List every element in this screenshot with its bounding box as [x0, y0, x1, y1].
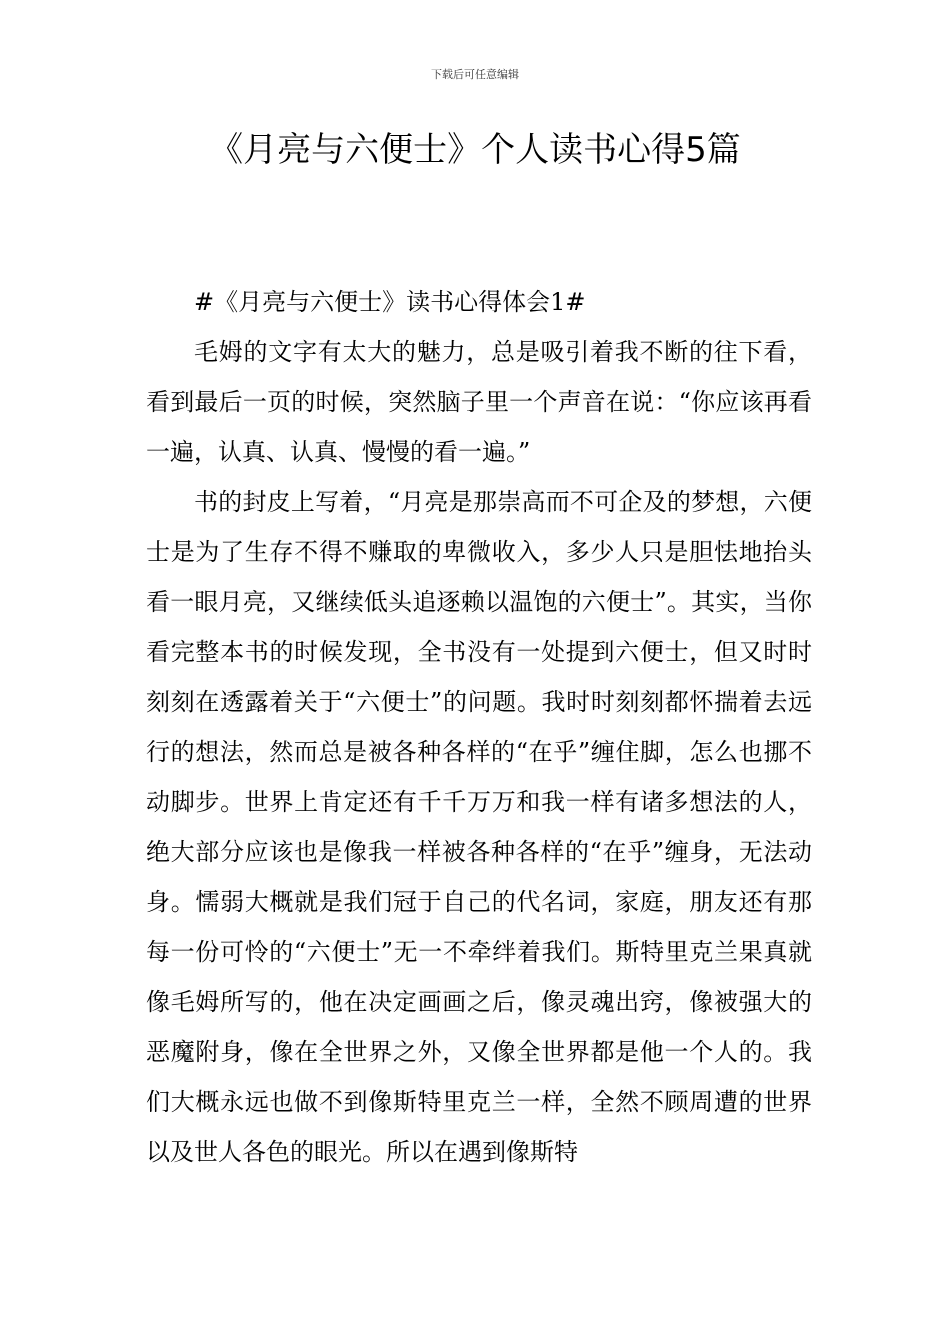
paragraph-2: 书的封皮上写着，“月亮是那崇高而不可企及的梦想，六便士是为了生存不得不赚取的卑微收入，多少人只是胆怯地抬头看一眼月亮，又继续低头追逐赖以温饱的六便士”。其实，当你看完整本书的时候发现，全书没有一处提到六便士，但又时时刻刻在透露着关于“六便士”的问题。我时时刻刻都怀揣着去远行的想法，然而总是被各种各样的“在乎”缠住脚，怎么也挪不动脚步。世界上肯定还有千千万万和我一样有诸多想法的人，绝大部分应该也是像我一样被各种各样的“在乎”缠身，无法动身。懦弱大概就是我们冠于自己的代名词，家庭，朋友还有那每一份可怜的“六便士”无一不牵绊着我们。斯特里克兰果真就像毛姆所写的，他在决定画画之后，像灵魂出窍，像被强大的恶魔附身，像在全世界之外，又像全世界都是他一个人的。我们大概永远也做不到像斯特里克兰一样，全然不顾周遭的世界以及世人各色的眼光。所以在遇到像斯特: [146, 488, 812, 1166]
header-note: 下载后可任意编辑: [431, 68, 519, 81]
section-heading: #《月亮与六便士》读书心得体会1#: [194, 288, 586, 316]
document-body: [146, 277, 812, 1177]
paragraph-1: 毛姆的文字有太大的魅力，总是吸引着我不断的往下看，看到最后一页的时候，突然脑子里一个声音在说：“你应该再看一遍，认真、认真、慢慢的看一遍。”: [146, 338, 812, 466]
document-title: 《月亮与六便士》个人读书心得5篇: [209, 130, 741, 170]
